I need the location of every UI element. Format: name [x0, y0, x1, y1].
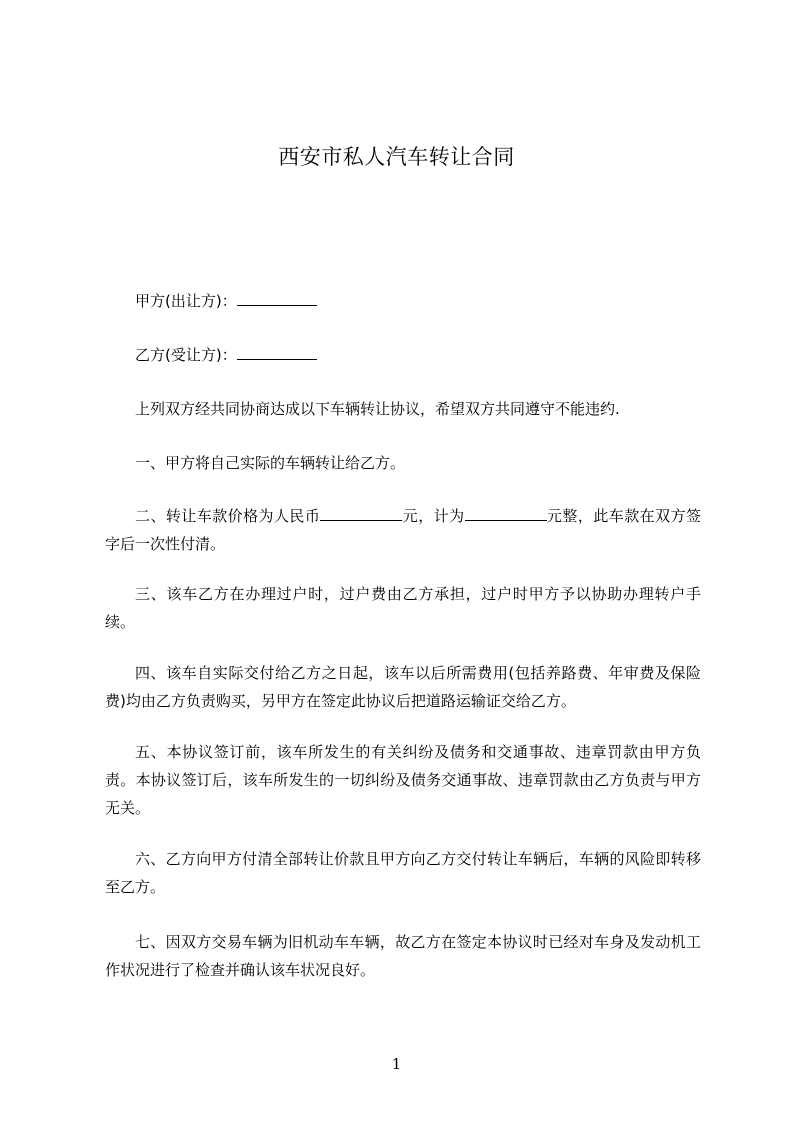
party-a-line: [135, 291, 317, 311]
clause-2-part-2: 元，计为: [402, 507, 465, 525]
price-blank: [320, 506, 402, 521]
page-number: 1: [391, 1055, 402, 1073]
party-a-label: 甲方(出让方)：: [135, 292, 237, 310]
party-a-blank: [237, 291, 317, 306]
clause-2: [105, 502, 701, 558]
clause-3: 三、该车乙方在办理过户时，过户费由乙方承担，过户时甲方予以协助办理转户手续。: [105, 585, 701, 631]
intro-paragraph: 上列双方经共同协商达成以下车辆转让协议，希望双方共同遵守不能违约.: [135, 400, 620, 418]
document-title: 西安市私人汽车转让合同: [278, 145, 515, 169]
clause-1: 一、甲方将自己实际的车辆转让给乙方。: [135, 454, 406, 472]
amount-blank: [465, 506, 547, 521]
party-b-label: 乙方(受让方)：: [135, 346, 237, 364]
clause-2-part-1: 二、转让车款价格为人民币: [135, 507, 321, 525]
clause-6: 六、乙方向甲方付清全部转让价款且甲方向乙方交付转让车辆后，车辆的风险即转移至乙方。: [105, 850, 701, 896]
clause-4: 四、该车自实际交付给乙方之日起，该车以后所需费用(包括养路费、年审费及保险费)均由乙方负责购买，另甲方在签定此协议后把道路运输证交给乙方。: [105, 664, 701, 710]
party-b-line: [135, 345, 317, 365]
party-b-blank: [237, 345, 317, 360]
clause-2-part-3: 元整，此车款在双方签字后一次性付清。: [105, 507, 701, 553]
clause-5: 五、本协议签订前，该车所发生的有关纠纷及债务和交通事故、违章罚款由甲方负责。本协议签订后，该车所发生的一切纠纷及债务交通事故、违章罚款由乙方负责与甲方无关。: [105, 743, 701, 817]
clause-7: 七、因双方交易车辆为旧机动车车辆，故乙方在签定本协议时已经对车身及发动机工作状况进行了检查并确认该车状况良好。: [105, 933, 701, 979]
